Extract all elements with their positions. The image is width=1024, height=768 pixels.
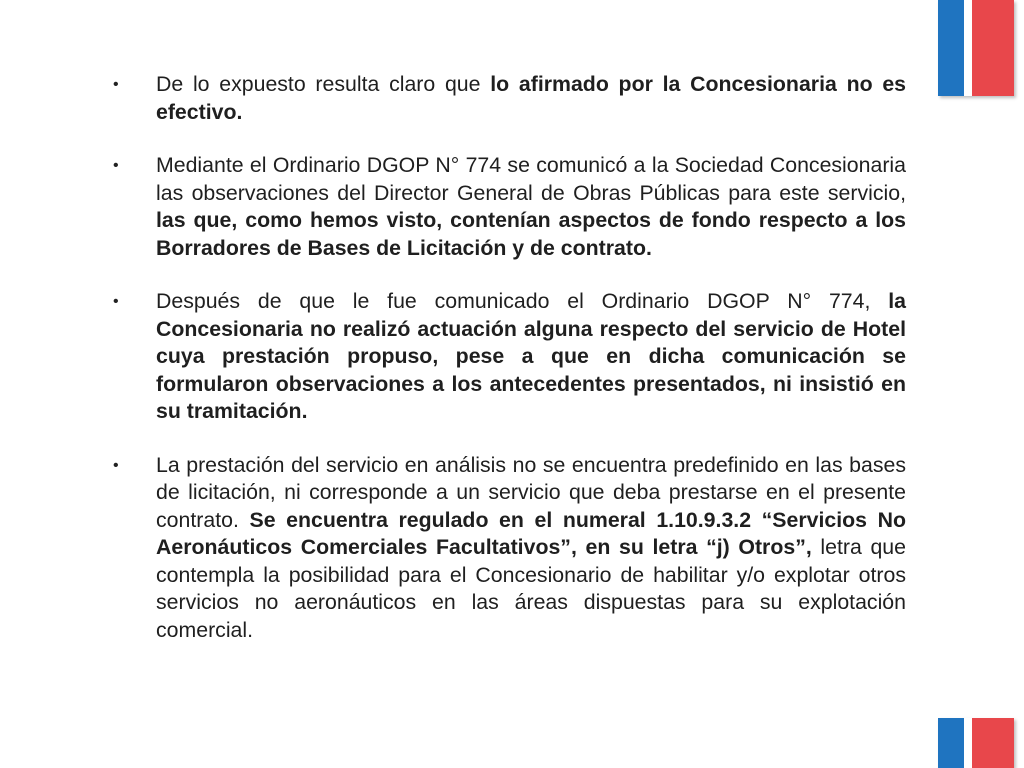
bullet-item	[108, 452, 906, 645]
flag-blue-bar	[938, 0, 964, 96]
bullet-text	[156, 452, 906, 645]
bullet-item	[108, 71, 906, 126]
bullet-text-bold: Se encuentra regulado en el numeral 1.10.9.3.2 “Servicios No Aeronáuticos Comerciales Facultativos”, en su letra “j) Otros”,	[156, 507, 907, 559]
bullet-text-bold: las que, como hemos visto, contenían aspectos de fondo respecto a los Borradores de Bases de Licitación y de contrato.	[156, 208, 906, 260]
flag-blue-bar	[938, 718, 964, 768]
bullet-text-bold: la Concesionaria no realizó actuación alguna respecto del servicio de Hotel cuya prestación propuso, pese a que en dicha comunicación se formularon observaciones a los antecedentes presentados, ni insistió en su tramitación.	[156, 289, 906, 423]
flag-red-bar	[972, 0, 1014, 96]
bullet-item	[108, 288, 906, 426]
bullet-text	[156, 152, 906, 262]
bullet-text	[156, 71, 906, 126]
bullet-text-regular: letra que contempla la posibilidad para el Concesionario de habilitar y/o explotar otros servicios no aeronáuticos en las áreas dispuestas para su explotación comercial.	[156, 535, 906, 642]
bullet-text-regular: La prestación del servicio en análisis no se encuentra predefinido en las bases de licitación, ni corresponde a un servicio que deba prestarse en el presente contrato.	[156, 452, 906, 532]
bullet-item	[108, 152, 906, 262]
bullet-text	[156, 288, 906, 426]
flag-decoration-top	[938, 0, 1014, 96]
flag-decoration-bottom	[938, 718, 1014, 768]
bullet-text-regular: Después de que le fue comunicado el Ordinario DGOP N° 774,	[156, 289, 889, 313]
bullet-marker: •	[113, 76, 119, 93]
bullet-marker: •	[113, 456, 119, 474]
slide-content	[108, 71, 906, 670]
bullet-marker: •	[113, 293, 119, 310]
bullet-text-bold: lo afirmado por la Concesionaria no es efectivo.	[156, 72, 907, 124]
flag-red-bar	[972, 718, 1014, 768]
bullet-text-regular: Mediante el Ordinario DGOP N° 774 se comunicó a la Sociedad Concesionaria las observaciones del Director General de Obras Públicas para este servicio,	[156, 153, 906, 205]
bullet-text-regular: De lo expuesto resulta claro que	[156, 72, 491, 96]
bullet-marker: •	[113, 157, 119, 174]
